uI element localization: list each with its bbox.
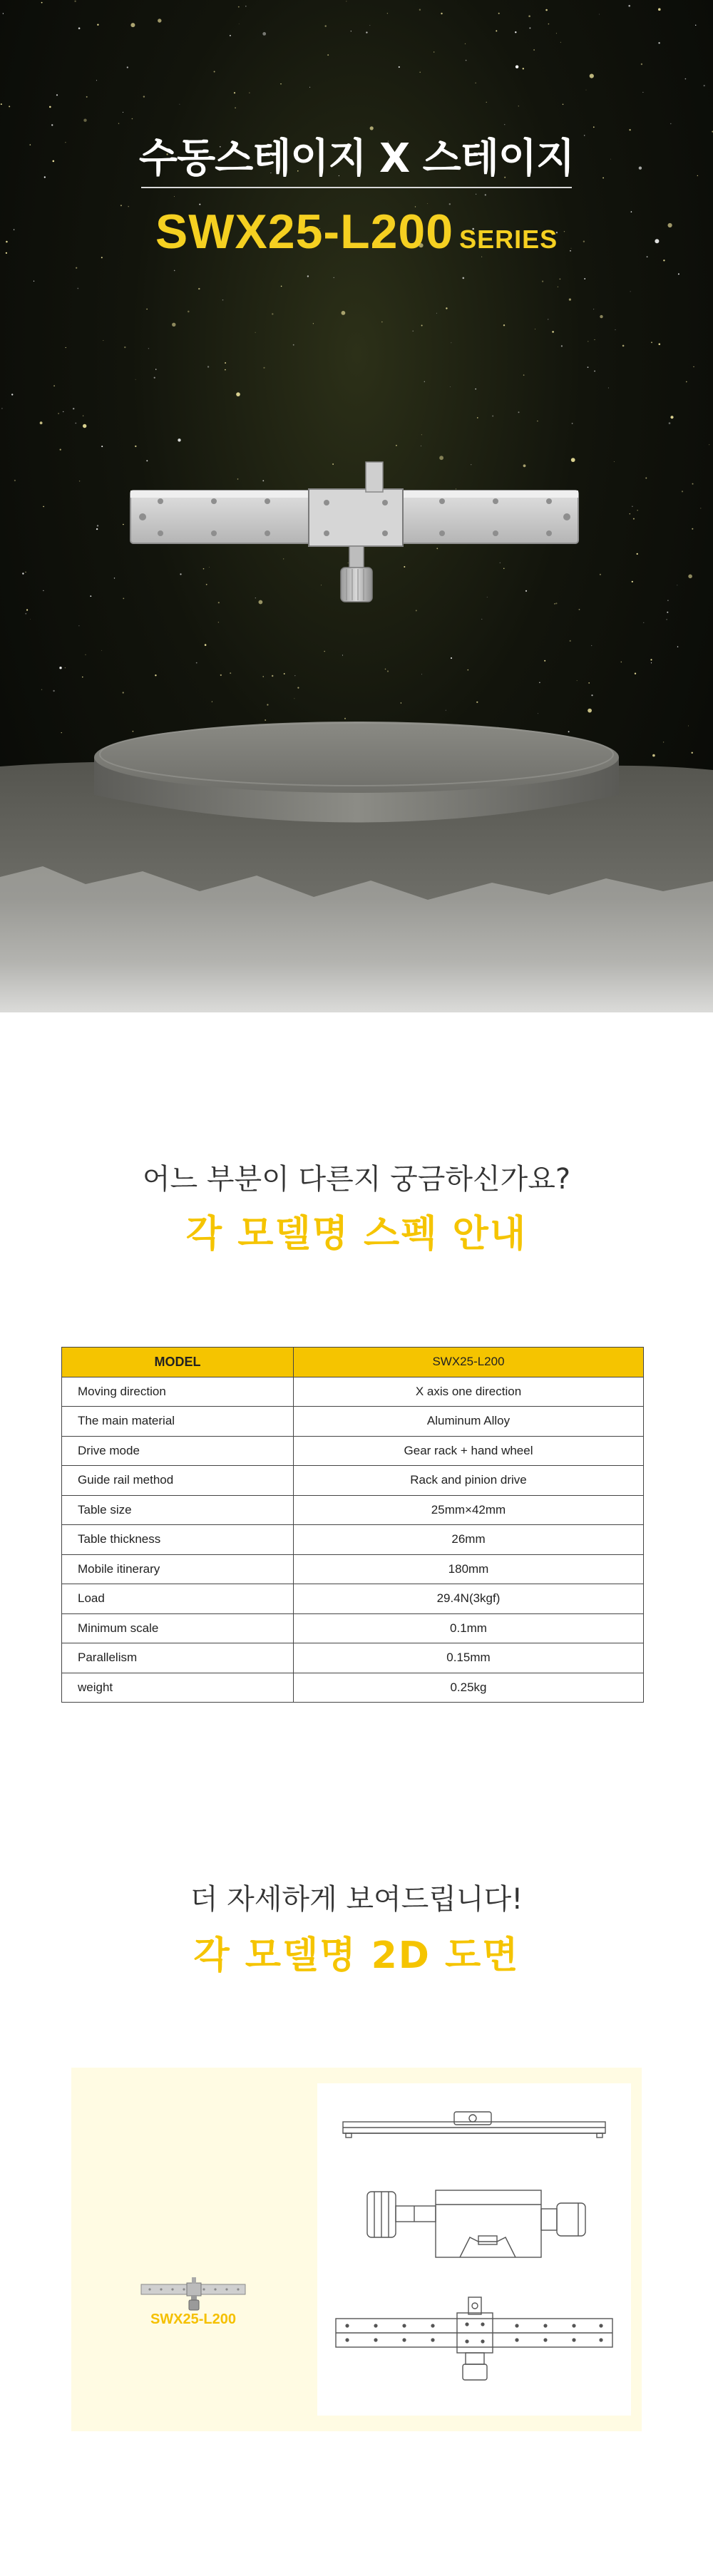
hero-title: 수동스테이지 X 스테이지 [138,135,575,182]
stage-rail-render [130,462,578,602]
spec-value: X axis one direction [294,1377,644,1407]
table-row [62,1495,644,1525]
spec-label: Table thickness [62,1525,294,1555]
table-row [62,1673,644,1703]
spec-value: Aluminum Alloy [294,1407,644,1437]
spec-label: Guide rail method [62,1466,294,1496]
2d-drawing [317,2083,631,2416]
drawing-subtitle: 더 자세하게 보여드립니다! [190,1883,523,1916]
table-row [62,1525,644,1555]
spec-table-header [62,1348,644,1377]
spec-value: 0.1mm [294,1613,644,1643]
table-row [62,1377,644,1407]
table-row [62,1613,644,1643]
hero-model-main: SWX25-L200 [155,205,454,259]
spec-value: 26mm [294,1525,644,1555]
drawing-title: 각 모델명 2D 도면 [193,1934,520,1977]
spec-value: Gear rack + hand wheel [294,1436,644,1466]
spec-value: Rack and pinion drive [294,1466,644,1496]
table-row [62,1554,644,1584]
table-row [62,1584,644,1614]
spec-label: Load [62,1584,294,1614]
spec-label: The main material [62,1407,294,1437]
drawing-caption: SWX25-L200 [150,2311,237,2327]
spec-value: 25mm×42mm [294,1495,644,1525]
spec-label: Minimum scale [62,1613,294,1643]
drawing-top-view [343,2112,605,2138]
hero-model-suffix: SERIES [459,225,558,254]
spec-header-label: MODEL [62,1348,294,1377]
drawing-front-view [336,2297,612,2380]
spec-table [61,1347,644,1703]
spec-title: 각 모델명 스펙 안내 [185,1213,528,1256]
spec-label: weight [62,1673,294,1703]
spec-label: Drive mode [62,1436,294,1466]
spec-value: 29.4N(3kgf) [294,1584,644,1614]
spec-label: Parallelism [62,1643,294,1673]
spec-subtitle: 어느 부분이 다른지 궁금하신가요? [142,1163,571,1196]
spec-label: Table size [62,1495,294,1525]
spec-header-value: SWX25-L200 [294,1348,644,1377]
table-row [62,1466,644,1496]
table-row [62,1643,644,1673]
spec-label: Mobile itinerary [62,1554,294,1584]
spec-label: Moving direction [62,1377,294,1407]
drawing-panel [71,2068,642,2431]
table-row [62,1407,644,1437]
spec-value: 0.25kg [294,1673,644,1703]
product-render [0,0,713,1012]
table-row [62,1436,644,1466]
drawing-side-view [367,2190,585,2257]
spec-value: 180mm [294,1554,644,1584]
spec-value: 0.15mm [294,1643,644,1673]
hero-banner [0,0,713,1012]
